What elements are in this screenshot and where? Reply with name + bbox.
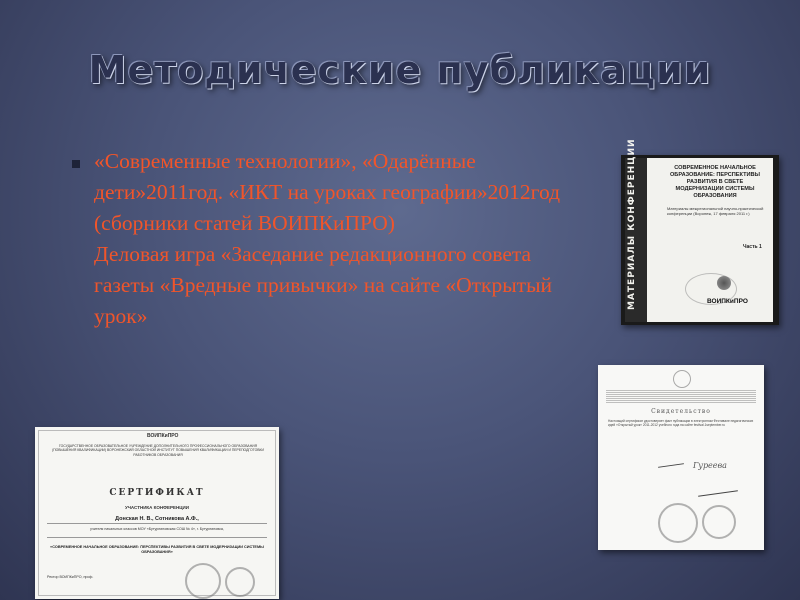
conference-proceedings-cover-image — [621, 138, 779, 325]
bullet-marker — [72, 160, 80, 168]
letter-signature: Гуреева — [693, 461, 727, 470]
seal-icon — [185, 563, 221, 599]
certificate-school: учителя начальных классов МОУ «Бутурлиновская СОШ № 4», г. Бутурлиновка, — [90, 527, 224, 531]
seal-icon — [225, 567, 255, 597]
signature-scribble — [698, 490, 738, 497]
certificate-organization: ГОСУДАРСТВЕННОЕ ОБРАЗОВАТЕЛЬНОЕ УЧРЕЖДЕНИЕ ДОПОЛНИТЕЛЬНОГО ПРОФЕССИОНАЛЬНОГО ОБРАЗОВАНИЯ (ПОВЫШЕНИЯ КВАЛИФИКАЦИИ) ВОРОНЕЖСКИЙ ОБЛАСТНОЙ ИНСТИТУТ ПОВЫШЕНИЯ КВАЛИФИКАЦИИ И ПЕРЕПОДГОТОВКИ РАБОТНИКОВ ОБРАЗОВАНИЯ — [52, 444, 264, 457]
certificate-names: Донская Н. В., Сотникова А.Ф., — [47, 516, 267, 524]
letter-header-lines — [606, 389, 756, 403]
certificate-footer: Ректор ВОИПКиПРО, проф. — [47, 575, 94, 579]
seal-icon — [658, 503, 698, 543]
slide-body — [94, 146, 584, 332]
paragraph-business-game: Деловая игра «Заседание редакционного совета газеты «Вредные привычки» на сайте «Открытый урок» — [94, 242, 553, 328]
publication-certificate-image — [598, 365, 764, 550]
cover-publisher: ВОИПКиПРО — [707, 298, 748, 305]
emblem-icon — [673, 370, 691, 388]
letter-body: Настоящий сертификат удостоверяет факт публикации в электронном Фестивале педагогических идей «Открытый урок» 2011-2012 учебного года на сайте festival.1september.ru — [608, 419, 754, 428]
certificate-topic: «СОВРЕМЕННОЕ НАЧАЛЬНОЕ ОБРАЗОВАНИЕ: ПЕРСПЕКТИВЫ РАЗВИТИЯ В СВЕТЕ МОДЕРНИЗАЦИИ СИСТЕМЫ ОБРАЗОВАНИЯ» — [50, 545, 264, 554]
cover-spine-text: МАТЕРИАЛЫ КОНФЕРЕНЦИИ — [627, 138, 637, 310]
signature-scribble — [658, 463, 684, 468]
letter-title: Свидетельство — [651, 408, 711, 415]
slide-title: Методические публикации — [88, 48, 712, 92]
cover-spine — [625, 138, 647, 322]
cover-part: Часть 1 — [743, 244, 762, 250]
certificate-subheading: УЧАСТНИКА КОНФЕРЕНЦИИ — [124, 505, 190, 510]
certificate-heading: СЕРТИФИКАТ — [109, 488, 205, 498]
certificate-logo: ВОИПКиПРО — [147, 433, 179, 439]
paragraph-publications: «Современные технологии», «Одарённые дети»2011год. «ИКТ на уроках географии»2012год (сборники статей ВОИПКиПРО) — [94, 149, 561, 235]
participant-certificate-image — [35, 427, 279, 599]
cover-title: СОВРЕМЕННОЕ НАЧАЛЬНОЕ ОБРАЗОВАНИЕ: ПЕРСПЕКТИВЫ РАЗВИТИЯ В СВЕТЕ МОДЕРНИЗАЦИИ СИСТЕМЫ ОБРАЗОВАНИЯ — [669, 165, 761, 199]
seal-icon — [702, 505, 736, 539]
cover-subtitle: Материалы межрегиональной научно-практической конференции (Воронеж, 17 февраля 2011 г.) — [667, 206, 764, 216]
publisher-logo-icon — [717, 276, 731, 290]
certificate-divider — [47, 537, 267, 538]
